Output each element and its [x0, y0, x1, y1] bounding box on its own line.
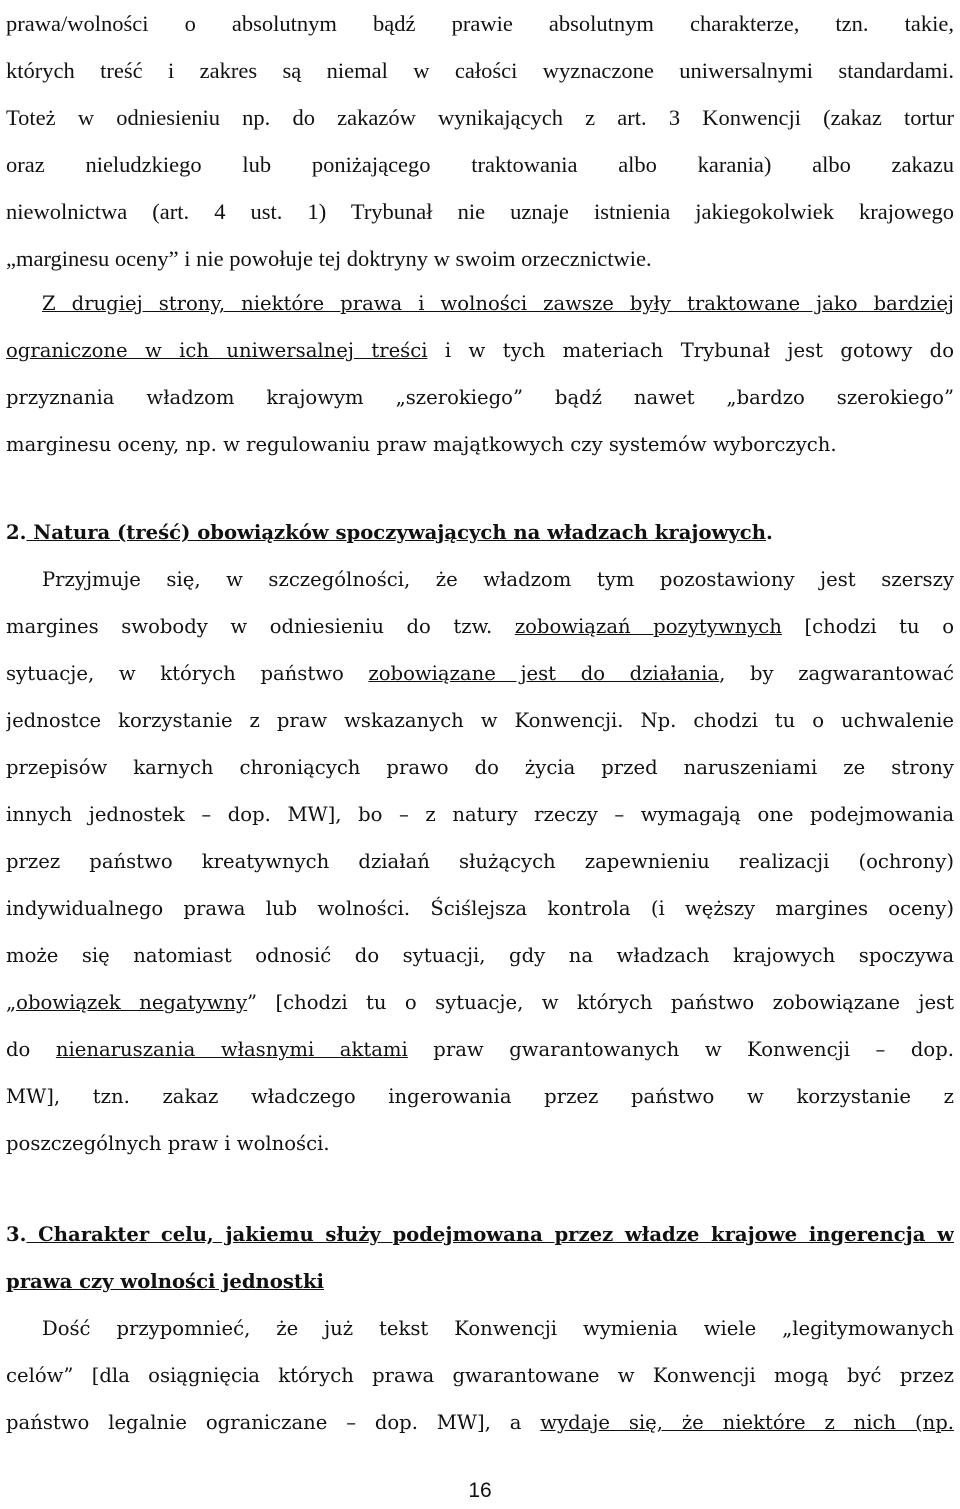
- text-line: prawa/wolności o absolutnym bądź prawie absolutnym charakterze, tzn. takie,: [6, 11, 954, 36]
- underlined-text: nienaruszania własnymi aktami: [55, 1038, 408, 1061]
- paragraph-3: [6, 556, 954, 1167]
- heading-number: 3.: [6, 1223, 27, 1246]
- heading-line: [6, 509, 954, 556]
- text-line: [6, 1399, 954, 1446]
- text-span: margines swobody w odniesieniu do tzw.: [6, 615, 515, 638]
- underlined-text: obowiązek negatywny: [16, 991, 248, 1014]
- paragraph-2: [6, 280, 954, 468]
- text-line: [6, 327, 954, 374]
- text-line: Toteż w odniesieniu np. do zakazów wynikających z art. 3 Konwencji (zakaz tortur: [6, 105, 954, 130]
- text-span: i w tych materiach Trybunał jest gotowy do: [427, 339, 954, 362]
- underlined-text: wydaje się, że niektóre z nich (np.: [540, 1411, 954, 1434]
- underlined-text: ograniczone w ich uniwersalnej treści: [6, 339, 428, 362]
- text-line: celów” [dla osiągnięcia których prawa gwarantowane w Konwencji mogą być przez: [6, 1364, 954, 1387]
- text-span: „: [6, 991, 17, 1014]
- text-line: [6, 280, 954, 327]
- text-line: innych jednostek – dop. MW], bo – z natury rzeczy – wymagają one podejmowania: [6, 803, 954, 826]
- text-span: .: [765, 521, 773, 544]
- page-number: 16: [468, 1479, 492, 1502]
- text-span: państwo legalnie ograniczane – dop. MW], a: [6, 1411, 541, 1434]
- text-span: praw gwarantowanych w Konwencji – dop.: [407, 1038, 954, 1061]
- underlined-text: Z drugiej strony, niektóre prawa i wolności zawsze były traktowane jako bardziej: [42, 292, 954, 315]
- text-line: poszczególnych praw i wolności.: [6, 1132, 330, 1155]
- heading-title: Charakter celu, jakiemu służy podejmowana przez władze krajowe ingerencja w: [26, 1223, 954, 1246]
- text-line: może się natomiast odnosić do sytuacji, gdy na władzach krajowych spoczywa: [6, 944, 954, 967]
- heading-line: [6, 1211, 954, 1258]
- paragraph-1: [6, 0, 954, 282]
- heading-number: 2.: [6, 521, 27, 544]
- text-span: do: [6, 1038, 56, 1061]
- text-line: których treść i zakres są niemal w całości wyznaczone uniwersalnymi standardami.: [6, 58, 954, 83]
- text-line: marginesu oceny, np. w regulowaniu praw majątkowych czy systemów wyborczych.: [6, 433, 837, 456]
- text-line: [6, 650, 954, 697]
- section-heading-2: [6, 509, 954, 556]
- text-line: [6, 603, 954, 650]
- text-line: MW], tzn. zakaz władczego ingerowania przez państwo w korzystanie z: [6, 1085, 954, 1108]
- paragraph-4: [6, 1305, 954, 1446]
- text-line: jednostce korzystanie z praw wskazanych w Konwencji. Np. chodzi tu o uchwalenie: [6, 709, 954, 732]
- text-line: indywidualnego prawa lub wolności. Ściślejsza kontrola (i węższy margines oceny): [6, 897, 954, 920]
- text-line: oraz nieludzkiego lub poniżającego traktowania albo karania) albo zakazu: [6, 152, 954, 177]
- text-line: [6, 979, 954, 1026]
- underlined-text: zobowiązane jest do działania: [368, 662, 720, 685]
- heading-title: Natura (treść) obowiązków spoczywających na władzach krajowych: [26, 521, 766, 544]
- text-line: Przyjmuje się, w szczególności, że władzom tym pozostawiony jest szerszy: [42, 568, 954, 591]
- text-span: , by zagwarantować: [719, 662, 954, 685]
- underlined-text: zobowiązań pozytywnych: [514, 615, 782, 638]
- text-line: przez państwo kreatywnych działań służących zapewnieniu realizacji (ochrony): [6, 850, 954, 873]
- section-heading-3: [6, 1211, 954, 1305]
- heading-line: [6, 1258, 954, 1305]
- text-line: Dość przypomnieć, że już tekst Konwencji wymienia wiele „legitymowanych: [42, 1317, 954, 1340]
- text-span: ” [chodzi tu o sytuacje, w których państwo zobowiązane jest: [247, 991, 954, 1014]
- text-span: sytuacje, w których państwo: [6, 662, 369, 685]
- text-line: „marginesu oceny” i nie powołuje tej doktryny w swoim orzecznictwie.: [6, 246, 652, 271]
- text-line: [6, 1026, 954, 1073]
- text-line: niewolnictwa (art. 4 ust. 1) Trybunał nie uznaje istnienia jakiegokolwiek krajowego: [6, 199, 954, 224]
- text-line: przyznania władzom krajowym „szerokiego” bądź nawet „bardzo szerokiego”: [6, 386, 954, 409]
- text-line: przepisów karnych chroniących prawo do życia przed naruszeniami ze strony: [6, 756, 954, 779]
- heading-title: prawa czy wolności jednostki: [6, 1270, 324, 1293]
- text-span: [chodzi tu o: [781, 615, 954, 638]
